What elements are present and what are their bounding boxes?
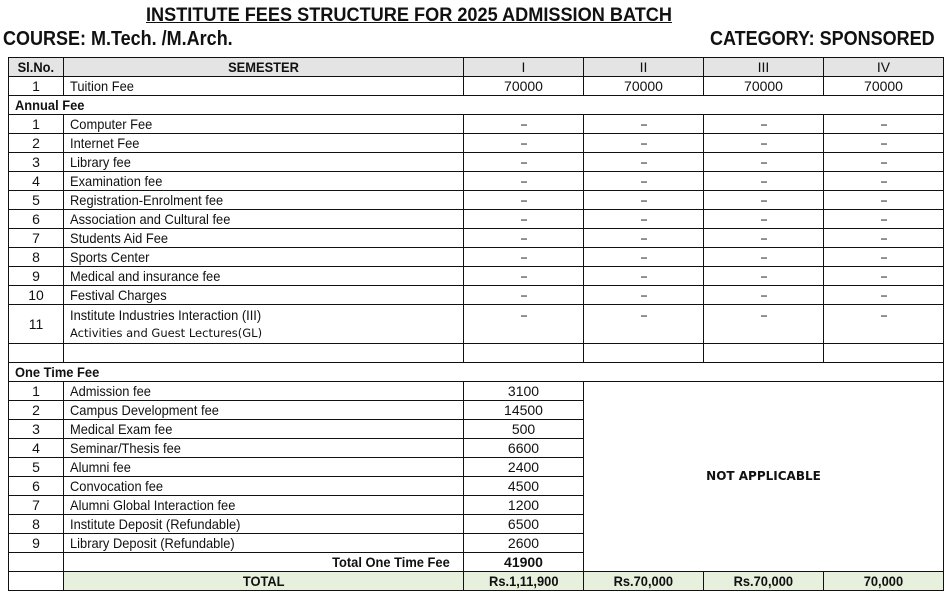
grand-total-sem-1: Rs.1,11,900 (464, 572, 584, 591)
fee-label: Convocation fee (64, 477, 464, 496)
sem-1-value: -- (464, 305, 584, 344)
sl-no: 2 (9, 134, 64, 153)
fee-label: Students Aid Fee (64, 229, 464, 248)
sl-no: 6 (9, 477, 64, 496)
sl-no: 6 (9, 210, 64, 229)
sl-no: 4 (9, 439, 64, 458)
sl-no: 9 (9, 534, 64, 553)
sem-2-value: -- (584, 191, 704, 210)
total-one-time-fee-label: Total One Time Fee (64, 553, 464, 572)
sl-no: 3 (9, 153, 64, 172)
sem-2-value: 70000 (584, 77, 704, 96)
tuition-row (9, 77, 944, 96)
annual-fee-row (9, 153, 944, 172)
one-time-fee-row (9, 382, 944, 401)
category-label: CATEGORY: SPONSORED (710, 28, 935, 50)
annual-fee-row (9, 305, 944, 344)
blank-row (9, 344, 944, 363)
one-time-fee-heading: One Time Fee (9, 363, 944, 382)
sem-4-value: -- (824, 286, 944, 305)
sem-3-value: -- (704, 210, 824, 229)
annual-fee-row (9, 115, 944, 134)
sem-1-value: -- (464, 153, 584, 172)
sem-1-value: 14500 (464, 401, 584, 420)
sem-1-value: 70000 (464, 77, 584, 96)
course-label: COURSE: M.Tech. /M.Arch. (3, 28, 233, 50)
sl-no: 4 (9, 172, 64, 191)
sem-1-value: -- (464, 115, 584, 134)
empty-cell (584, 344, 704, 363)
sem-3-value: -- (704, 172, 824, 191)
grand-total-row (9, 572, 944, 591)
sl-no: 1 (9, 382, 64, 401)
sem-1-value: -- (464, 267, 584, 286)
header-sl-no: Sl.No. (9, 58, 64, 77)
sl-no: 8 (9, 515, 64, 534)
fee-label: Library fee (64, 153, 464, 172)
fee-label: Medical Exam fee (64, 420, 464, 439)
fee-label (64, 305, 464, 344)
sem-1-value: 2600 (464, 534, 584, 553)
sem-4-value: -- (824, 172, 944, 191)
sl-no: 1 (9, 115, 64, 134)
sl-no: 2 (9, 401, 64, 420)
sl-no: 8 (9, 248, 64, 267)
one-time-fee-heading-row (9, 363, 944, 382)
not-applicable-cell: NOT APPLICABLE (584, 382, 944, 572)
annual-fee-row (9, 286, 944, 305)
sem-4-value: -- (824, 153, 944, 172)
fee-label: Library Deposit (Refundable) (64, 534, 464, 553)
sem-2-value: -- (584, 153, 704, 172)
fee-label: Internet Fee (64, 134, 464, 153)
total-one-time-fee-value: 41900 (464, 553, 584, 572)
sem-1-value: -- (464, 248, 584, 267)
sem-3-value: -- (704, 153, 824, 172)
sem-1-value: -- (464, 229, 584, 248)
sem-1-value: 6600 (464, 439, 584, 458)
empty-cell (704, 344, 824, 363)
fee-label: Examination fee (64, 172, 464, 191)
sem-1-value: 1200 (464, 496, 584, 515)
sem-2-value: -- (584, 210, 704, 229)
sem-2-value: -- (584, 248, 704, 267)
empty-cell (9, 553, 64, 572)
sem-2-value: -- (584, 305, 704, 344)
sl-no: 1 (9, 77, 64, 96)
fee-label: Tuition Fee (64, 77, 464, 96)
fee-label: Computer Fee (64, 115, 464, 134)
sem-1-value: 4500 (464, 477, 584, 496)
fee-label: Seminar/Thesis fee (64, 439, 464, 458)
sem-3-value: -- (704, 191, 824, 210)
sem-2-value: -- (584, 229, 704, 248)
sl-no: 9 (9, 267, 64, 286)
fee-label: Registration-Enrolment fee (64, 191, 464, 210)
sem-3-value: -- (704, 267, 824, 286)
sl-no: 11 (9, 305, 64, 344)
sem-1-value: -- (464, 172, 584, 191)
fee-label: Alumni Global Interaction fee (64, 496, 464, 515)
annual-fee-row (9, 134, 944, 153)
annual-fee-row (9, 172, 944, 191)
page-title: INSTITUTE FEES STRUCTURE FOR 2025 ADMISSION BATCH (146, 4, 672, 26)
sem-2-value: -- (584, 267, 704, 286)
grand-total-sem-2: Rs.70,000 (584, 572, 704, 591)
sem-2-value: -- (584, 286, 704, 305)
header-row (9, 58, 944, 77)
annual-fee-row (9, 267, 944, 286)
empty-cell (9, 572, 64, 591)
fee-label: Institute Deposit (Refundable) (64, 515, 464, 534)
sem-1-value: 2400 (464, 458, 584, 477)
annual-fee-row (9, 210, 944, 229)
header-sem-3: III (704, 58, 824, 77)
empty-cell (64, 344, 464, 363)
header-sem-1: I (464, 58, 584, 77)
annual-fee-heading: Annual Fee (9, 96, 944, 115)
sem-4-value: -- (824, 229, 944, 248)
fee-label-line1: Institute Industries Interaction (III) (70, 306, 262, 323)
sem-3-value: -- (704, 286, 824, 305)
sem-1-value: -- (464, 210, 584, 229)
sl-no: 5 (9, 191, 64, 210)
sem-1-value: -- (464, 191, 584, 210)
sem-1-value: 3100 (464, 382, 584, 401)
sl-no: 7 (9, 229, 64, 248)
sl-no: 7 (9, 496, 64, 515)
empty-cell (464, 344, 584, 363)
sem-1-value: -- (464, 286, 584, 305)
grand-total-sem-4: 70,000 (824, 572, 944, 591)
grand-total-sem-3: Rs.70,000 (704, 572, 824, 591)
sem-4-value: -- (824, 305, 944, 344)
empty-cell (824, 344, 944, 363)
fee-label: Sports Center (64, 248, 464, 267)
sem-4-value: -- (824, 210, 944, 229)
header-sem-2: II (584, 58, 704, 77)
annual-fee-heading-row (9, 96, 944, 115)
grand-total-label: TOTAL (64, 572, 464, 591)
sem-4-value: -- (824, 248, 944, 267)
sem-4-value: -- (824, 267, 944, 286)
annual-fee-row (9, 191, 944, 210)
sem-4-value: 70000 (824, 77, 944, 96)
sem-2-value: -- (584, 172, 704, 191)
sl-no: 3 (9, 420, 64, 439)
fee-label: Festival Charges (64, 286, 464, 305)
fee-label: Campus Development fee (64, 401, 464, 420)
sl-no: 5 (9, 458, 64, 477)
sl-no: 10 (9, 286, 64, 305)
fee-label: Association and Cultural fee (64, 210, 464, 229)
sem-3-value: -- (704, 134, 824, 153)
sem-4-value: -- (824, 134, 944, 153)
header-semester: SEMESTER (64, 58, 464, 77)
sem-1-value: -- (464, 134, 584, 153)
sem-3-value: -- (704, 115, 824, 134)
fee-label: Medical and insurance fee (64, 267, 464, 286)
sem-1-value: 6500 (464, 515, 584, 534)
empty-cell (9, 344, 64, 363)
sem-1-value: 500 (464, 420, 584, 439)
sem-4-value: -- (824, 115, 944, 134)
annual-fee-row (9, 248, 944, 267)
fee-label: Admission fee (64, 382, 464, 401)
sem-2-value: -- (584, 134, 704, 153)
fees-table (8, 57, 944, 591)
header-sem-4: IV (824, 58, 944, 77)
sem-3-value: -- (704, 248, 824, 267)
fee-label: Alumni fee (64, 458, 464, 477)
sem-3-value: -- (704, 229, 824, 248)
sem-2-value: -- (584, 115, 704, 134)
sem-4-value: -- (824, 191, 944, 210)
annual-fee-row (9, 229, 944, 248)
fee-label-line2: Activities and Guest Lectures(GL) (70, 325, 263, 340)
sem-3-value: -- (704, 305, 824, 344)
sem-3-value: 70000 (704, 77, 824, 96)
